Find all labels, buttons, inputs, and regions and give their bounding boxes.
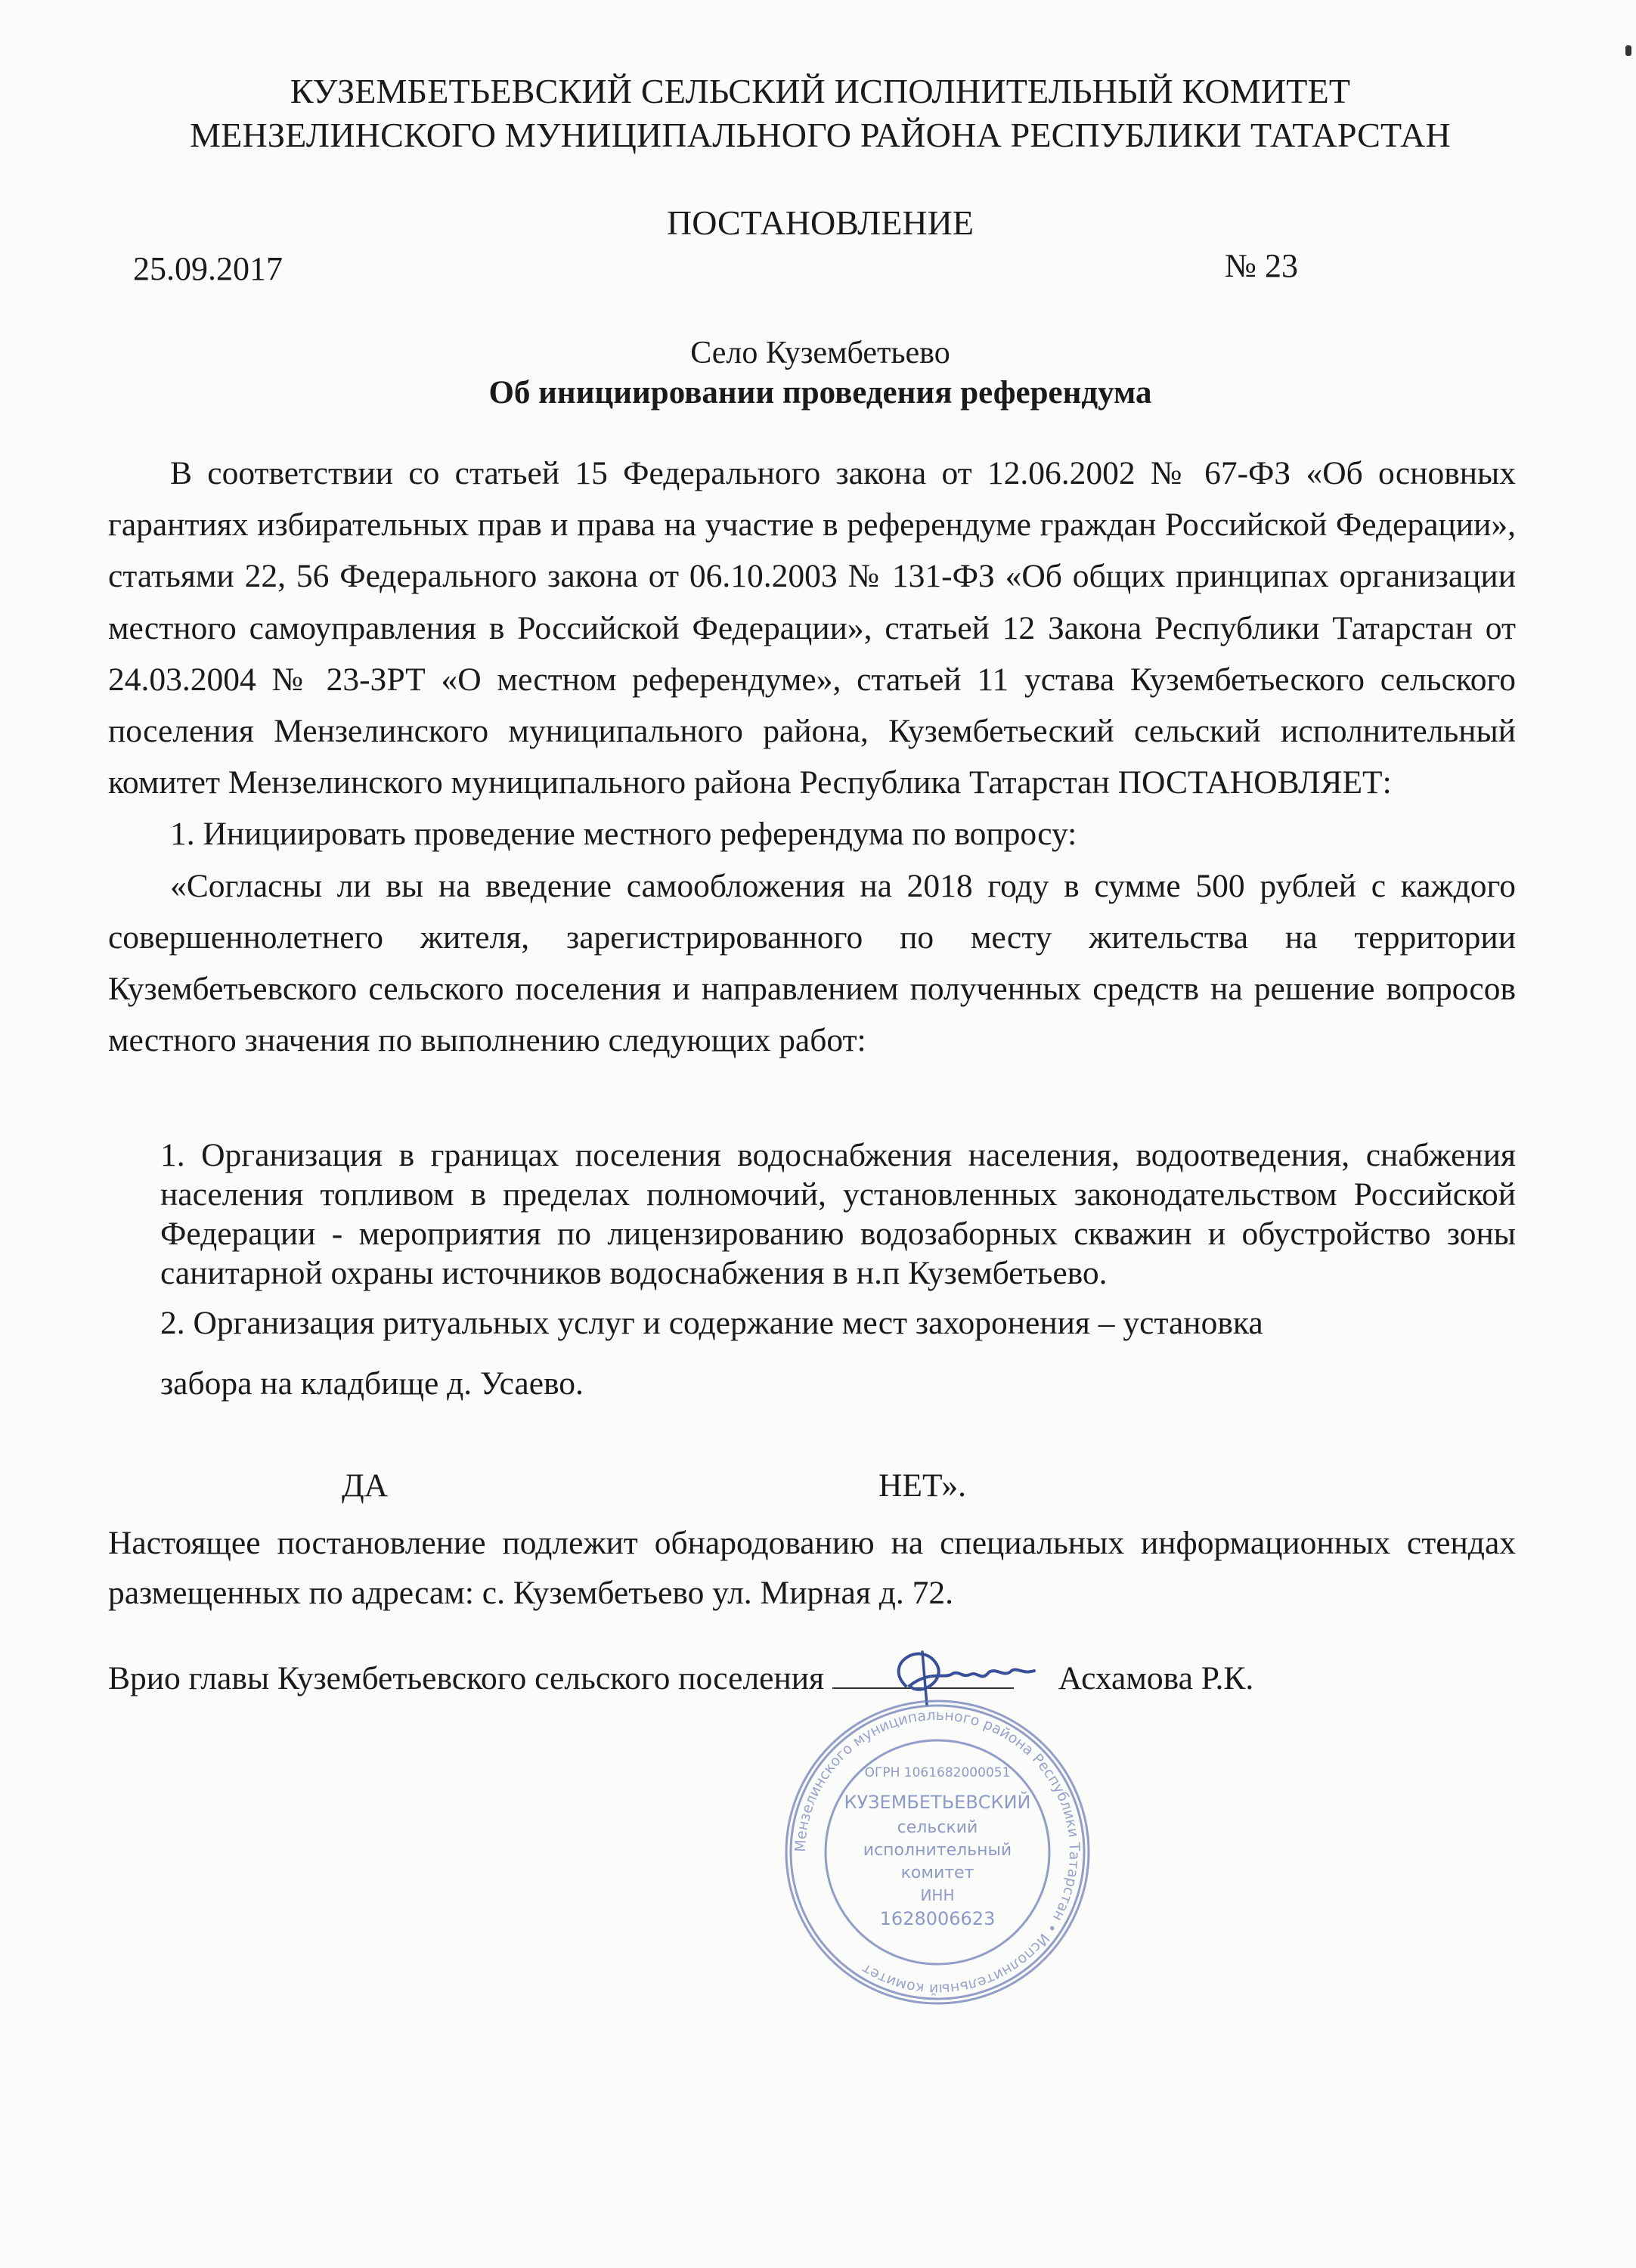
header-line-2: МЕНЗЕЛИНСКОГО МУНИЦИПАЛЬНОГО РАЙОНА РЕСПУБЛИКИ ТАТАРСТАН (190, 116, 1451, 154)
document-header (106, 70, 1535, 157)
document-type: ПОСТАНОВЛЕНИЕ (667, 203, 974, 242)
work-item-1: 1. Организация в границах поселения водоснабжения населения, водоотведения, снабжения населения топливом в пределах полномочий, установленных законодательством Российской Федерации - мероприятия по лицензированию водозаборных скважин и обустройство зоны санитарной охраны источников водоснабжения в н.п Кузембетьево. (160, 1137, 1516, 1291)
header-line-1: КУЗЕМБЕТЬЕВСКИЙ СЕЛЬСКИЙ ИСПОЛНИТЕЛЬНЫЙ КОМИТЕТ (290, 72, 1351, 110)
signer-position: Врио главы Кузембетьевского сельского поселения (108, 1660, 825, 1696)
stamp-line-3: исполнительный (863, 1841, 1012, 1860)
stamp-line-5: ИНН (920, 1886, 955, 1904)
signer-name: Асхамова Р.К. (1058, 1660, 1254, 1696)
place-name: Село Кузембетьево (690, 336, 950, 370)
document-number: № 23 (1225, 247, 1298, 284)
stamp-line-1: КУЗЕМБЕТЬЕВСКИЙ (844, 1792, 1031, 1813)
publication-paragraph: Настоящее постановление подлежит обнародованию на специальных информационных стендах размещенных по адресам: с. Кузембетьево ул. Мирная д. 72. (108, 1525, 1516, 1611)
stamp-line-2: сельский (897, 1818, 978, 1837)
document-title: Об инициировании проведения референдума (488, 375, 1152, 411)
stamp-ring-text: Мензелинского муниципального района Республики Татарстан • Исполнительный комитет (792, 1706, 1083, 1998)
stamp-line-6: 1628006623 (879, 1908, 996, 1929)
work-item-2-continuation: забора на кладбище д. Усаево. (160, 1365, 584, 1402)
item-1-paragraph: 1. Инициировать проведение местного референдума по вопросу: (170, 816, 1077, 853)
document-date: 25.09.2017 (133, 250, 283, 287)
signature-block (108, 1657, 1253, 1697)
official-stamp (779, 1693, 1096, 2011)
works-list (160, 1136, 1516, 1403)
question-paragraph: «Согласны ли вы на введение самообложения на 2018 году в сумме 500 рублей с каждого совершеннолетнего жителя, зарегистрированного по месту жительства на территории Кузембетьевского сельского поселения и направлением полученных средств на решение вопросов местного значения по выполнению следующих работ: (108, 867, 1516, 1059)
document-body (108, 448, 1516, 1066)
stamp-ogrn: ОГРН 1061682000051 (864, 1765, 1011, 1780)
answer-yes: ДА (342, 1467, 389, 1504)
work-item-2: 2. Организация ритуальных услуг и содержание мест захоронения – установка (160, 1305, 1263, 1341)
stamp-line-4: комитет (900, 1864, 974, 1882)
scan-speck (1625, 45, 1631, 56)
preamble-paragraph: В соответствии со статьей 15 Федерального закона от 12.06.2002 № 67-ФЗ «Об основных гарантиях избирательных прав и права на участие в референдуме граждан Российской Федерации», статьями 22, 56 Федерального закона от 06.10.2003 № 131-ФЗ «Об общих принципах организации местного самоуправления в Российской Федерации», статьей 12 Закона Республики Татарстан от 24.03.2004 № 23-ЗРТ «О местном референдуме», статьей 11 устава Кузембетьеского сельского поселения Мензелинского муниципального района, Кузембетьеский сельский исполнительный комитет Мензелинского муниципального района Республика Татарстан ПОСТАНОВЛЯЕТ: (108, 455, 1516, 801)
answer-no: НЕТ». (878, 1467, 967, 1504)
